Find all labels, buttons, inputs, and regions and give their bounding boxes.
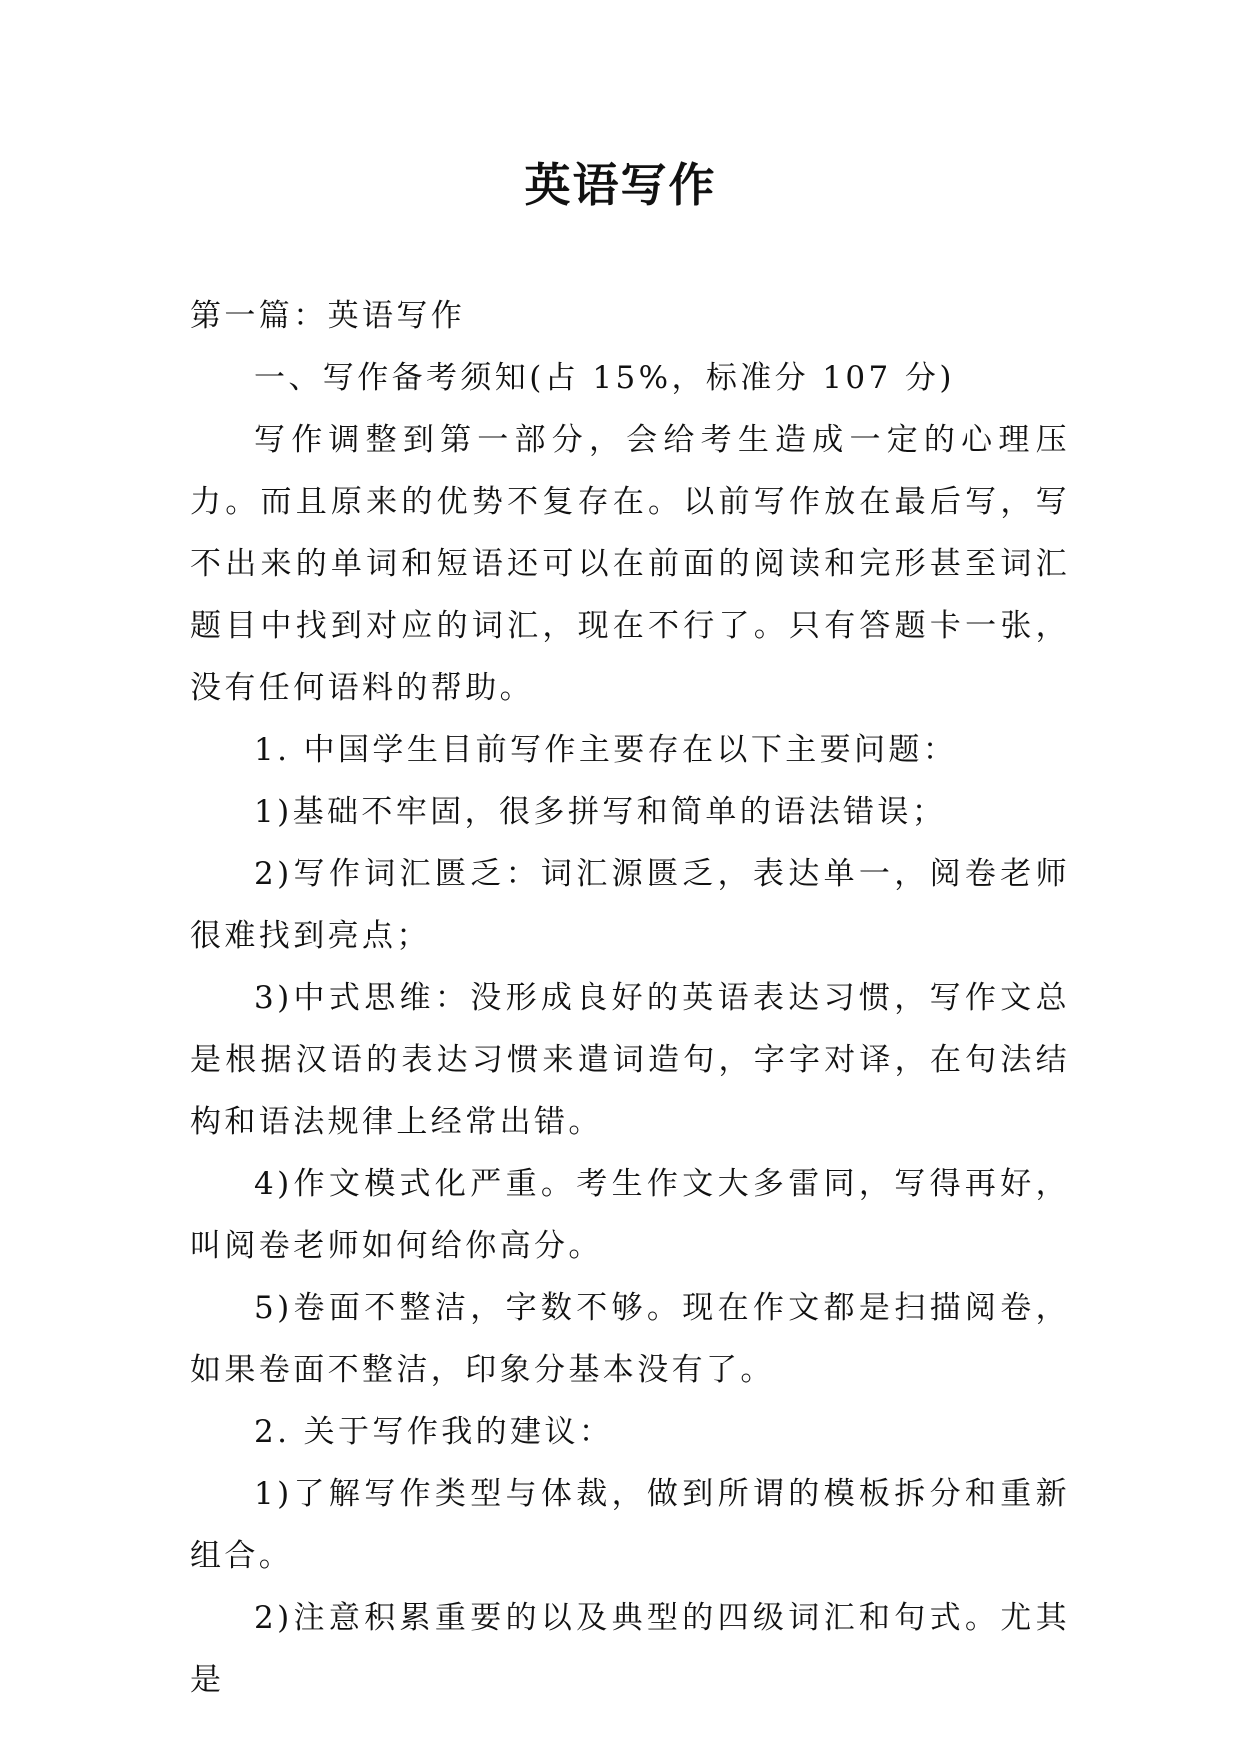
paragraph: 1)基础不牢固，很多拼写和简单的语法错误； <box>254 794 947 830</box>
paragraph: 2)注意积累重要的以及典型的四级词汇和句式。尤其是 <box>190 1600 1070 1698</box>
paragraph: 5)卷面不整洁，字数不够。现在作文都是扫描阅卷，如果卷面不整洁，印象分基本没有了。 <box>190 1290 1070 1388</box>
paragraph: 2)写作词汇匮乏：词汇源匮乏，表达单一，阅卷老师很难找到亮点； <box>190 856 1070 954</box>
paragraph: 2. 关于写作我的建议： <box>254 1414 614 1450</box>
paragraph: 4)作文模式化严重。考生作文大多雷同，写得再好，叫阅卷老师如何给你高分。 <box>190 1166 1070 1264</box>
document-body <box>190 285 1070 1711</box>
paragraph: 第一篇：英语写作 <box>190 298 466 334</box>
document-title: 英语写作 <box>524 158 717 212</box>
paragraph: 一、写作备考须知(占 15%，标准分 107 分) <box>254 360 955 396</box>
paragraph: 1. 中国学生目前写作主要存在以下主要问题： <box>254 732 958 768</box>
paragraph: 1)了解写作类型与体裁，做到所谓的模板拆分和重新组合。 <box>190 1476 1070 1574</box>
paragraph: 写作调整到第一部分，会给考生造成一定的心理压力。而且原来的优势不复存在。以前写作放在最后写，写不出来的单词和短语还可以在前面的阅读和完形甚至词汇题目中找到对应的词汇，现在不行了。只有答题卡一张，没有任何语料的帮助。 <box>190 422 1070 706</box>
paragraph: 3)中式思维：没形成良好的英语表达习惯，写作文总是根据汉语的表达习惯来遣词造句，字字对译，在句法结构和语法规律上经常出错。 <box>190 980 1070 1140</box>
